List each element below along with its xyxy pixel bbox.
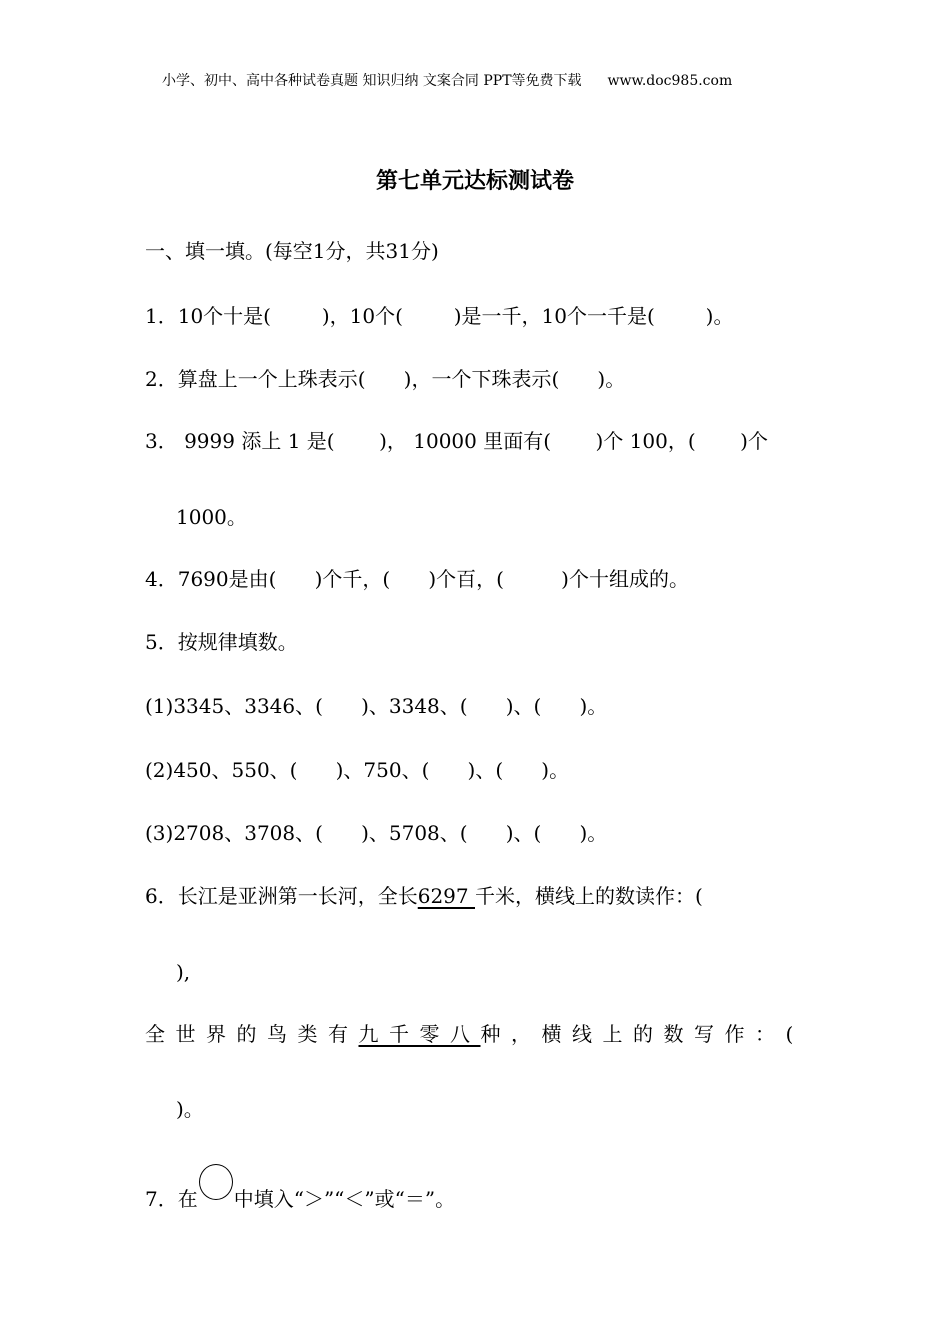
- header-text: 小学、初中、高中各种试卷真题 知识归纳 文案合同 PPT等免费下载: [162, 73, 582, 89]
- question-5-part-2: (2)450、550、( )、750、( )、( )。: [145, 758, 570, 782]
- q7-post: 中填入“＞”“＜”或“＝”。: [233, 1187, 456, 1211]
- question-6b-continuation: )。: [176, 1097, 204, 1121]
- q6-post: 千米，横线上的数读作：(: [475, 884, 703, 908]
- page-header: [162, 70, 732, 90]
- question-7: [145, 1164, 455, 1211]
- question-6b: [145, 1022, 804, 1046]
- question-2: 2．算盘上一个上珠表示( )，一个下珠表示( )。: [145, 367, 626, 391]
- page-title: 第七单元达标测试卷: [375, 169, 574, 194]
- question-6: [145, 884, 703, 908]
- question-3: 3． 9999 添上 1 是( )， 10000 里面有( )个 100，( )个: [145, 429, 768, 453]
- q6b-pre: 全世界的鸟类有: [145, 1022, 359, 1046]
- question-6-continuation: ),: [176, 960, 191, 984]
- q7-pre: 7．在: [145, 1187, 198, 1211]
- header-url: www.doc985.com: [607, 73, 733, 89]
- question-5-part-1: (1)3345、3346、( )、3348、( )、( )。: [145, 694, 608, 718]
- q6b-post: 种，横线上的数写作：(: [480, 1022, 804, 1046]
- question-1: 1．10个十是( )，10个( )是一千，10个一千是( )。: [145, 304, 734, 328]
- question-3-continuation: 1000。: [176, 505, 247, 529]
- q6-pre: 6．长江是亚洲第一长河，全长: [145, 884, 418, 908]
- question-5-part-3: (3)2708、3708、( )、5708、( )、( )。: [145, 821, 608, 845]
- section-heading: 一、填一填。(每空1分，共31分): [145, 239, 439, 263]
- q6-underlined-number: 6297: [417, 884, 475, 908]
- question-4: 4．7690是由( )个千，( )个百，( )个十组成的。: [145, 567, 689, 591]
- q6b-underlined-words: 九千零八: [358, 1022, 481, 1046]
- circle-icon: [199, 1164, 233, 1200]
- question-5: 5．按规律填数。: [145, 630, 298, 654]
